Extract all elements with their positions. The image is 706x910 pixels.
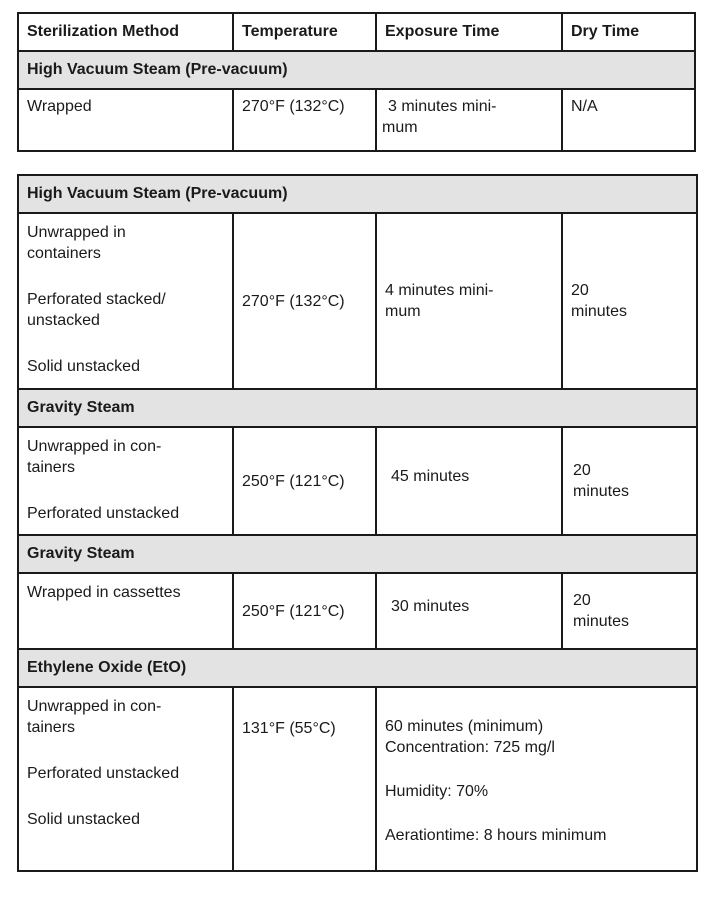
method-line: tainers — [27, 459, 76, 476]
table-row — [18, 687, 697, 871]
dry-time-line: 20 — [573, 462, 591, 479]
section-title: High Vacuum Steam (Pre-vacuum) — [18, 51, 695, 89]
method-line: Solid unstacked — [27, 358, 140, 375]
table-row — [18, 89, 695, 151]
temperature-cell: 250°F (121°C) — [233, 573, 376, 649]
temperature-cell: 250°F (121°C) — [233, 427, 376, 535]
temperature-cell: 131°F (55°C) — [233, 687, 376, 871]
method-line: Perforated stacked/ — [27, 291, 166, 308]
method-line: tainers — [27, 719, 76, 736]
method-cell — [18, 573, 233, 649]
header-sterilization-method: Sterilization Method — [18, 13, 233, 51]
dry-time-line: N/A — [571, 98, 598, 115]
method-line: unstacked — [27, 312, 100, 329]
exposure-line: Concentration: 725 mg/l — [385, 739, 555, 756]
exposure-line: Aerationtime: 8 hours minimum — [385, 827, 607, 844]
dry-time-cell — [562, 573, 697, 649]
exposure-cell — [376, 213, 562, 389]
exposure-line: 30 minutes — [391, 597, 470, 615]
header-exposure-time: Exposure Time — [376, 13, 562, 51]
exposure-cell — [376, 89, 562, 151]
table-header-row — [18, 13, 695, 51]
sterilization-table-wrapped — [17, 12, 696, 152]
table-row — [18, 213, 697, 389]
section-header-row — [18, 389, 697, 427]
method-line: Perforated unstacked — [27, 765, 180, 782]
sterilization-table-unwrapped — [17, 174, 698, 872]
exposure-line: 45 minutes — [391, 467, 470, 485]
section-header-row — [18, 535, 697, 573]
dry-time-cell — [562, 213, 697, 389]
method-line: Wrapped in cassettes — [27, 584, 181, 601]
method-line: Unwrapped in — [27, 224, 126, 241]
section-title: Ethylene Oxide (EtO) — [18, 649, 697, 687]
exposure-line: 60 minutes (minimum) — [385, 718, 544, 735]
section-header-row — [18, 175, 697, 213]
exposure-line: Humidity: 70% — [385, 783, 489, 800]
section-header-row — [18, 51, 695, 89]
method-cell — [18, 89, 233, 151]
dry-time-line: 20 — [573, 592, 591, 609]
temperature-cell: 270°F (132°C) — [233, 213, 376, 389]
header-dry-time: Dry Time — [562, 13, 695, 51]
table-row — [18, 427, 697, 535]
header-temperature: Temperature — [233, 13, 376, 51]
method-line: Unwrapped in con- — [27, 438, 162, 455]
section-header-row — [18, 649, 697, 687]
dry-time-cell — [562, 89, 695, 151]
dry-time-line: minutes — [571, 303, 628, 320]
method-line: containers — [27, 245, 101, 262]
exposure-cell — [376, 427, 562, 535]
temperature-cell: 270°F (132°C) — [233, 89, 376, 151]
method-line: Unwrapped in con- — [27, 698, 162, 715]
section-title: Gravity Steam — [18, 389, 697, 427]
table-row — [18, 573, 697, 649]
method-cell — [18, 687, 233, 871]
method-line: Wrapped — [27, 98, 92, 115]
exposure-line: mum — [385, 303, 421, 320]
method-cell — [18, 213, 233, 389]
exposure-line: 3 minutes mini- — [388, 98, 497, 115]
section-title: Gravity Steam — [18, 535, 697, 573]
method-cell — [18, 427, 233, 535]
dry-time-line: minutes — [573, 613, 630, 630]
method-line: Perforated unstacked — [27, 505, 180, 522]
exposure-line: 4 minutes mini- — [385, 282, 494, 299]
section-title: High Vacuum Steam (Pre-vacuum) — [18, 175, 697, 213]
exposure-cell — [376, 687, 697, 871]
dry-time-cell — [562, 427, 697, 535]
method-line: Solid unstacked — [27, 811, 140, 828]
dry-time-line: 20 — [571, 282, 589, 299]
exposure-cell — [376, 573, 562, 649]
dry-time-line: minutes — [573, 483, 630, 500]
exposure-line: mum — [382, 119, 418, 136]
